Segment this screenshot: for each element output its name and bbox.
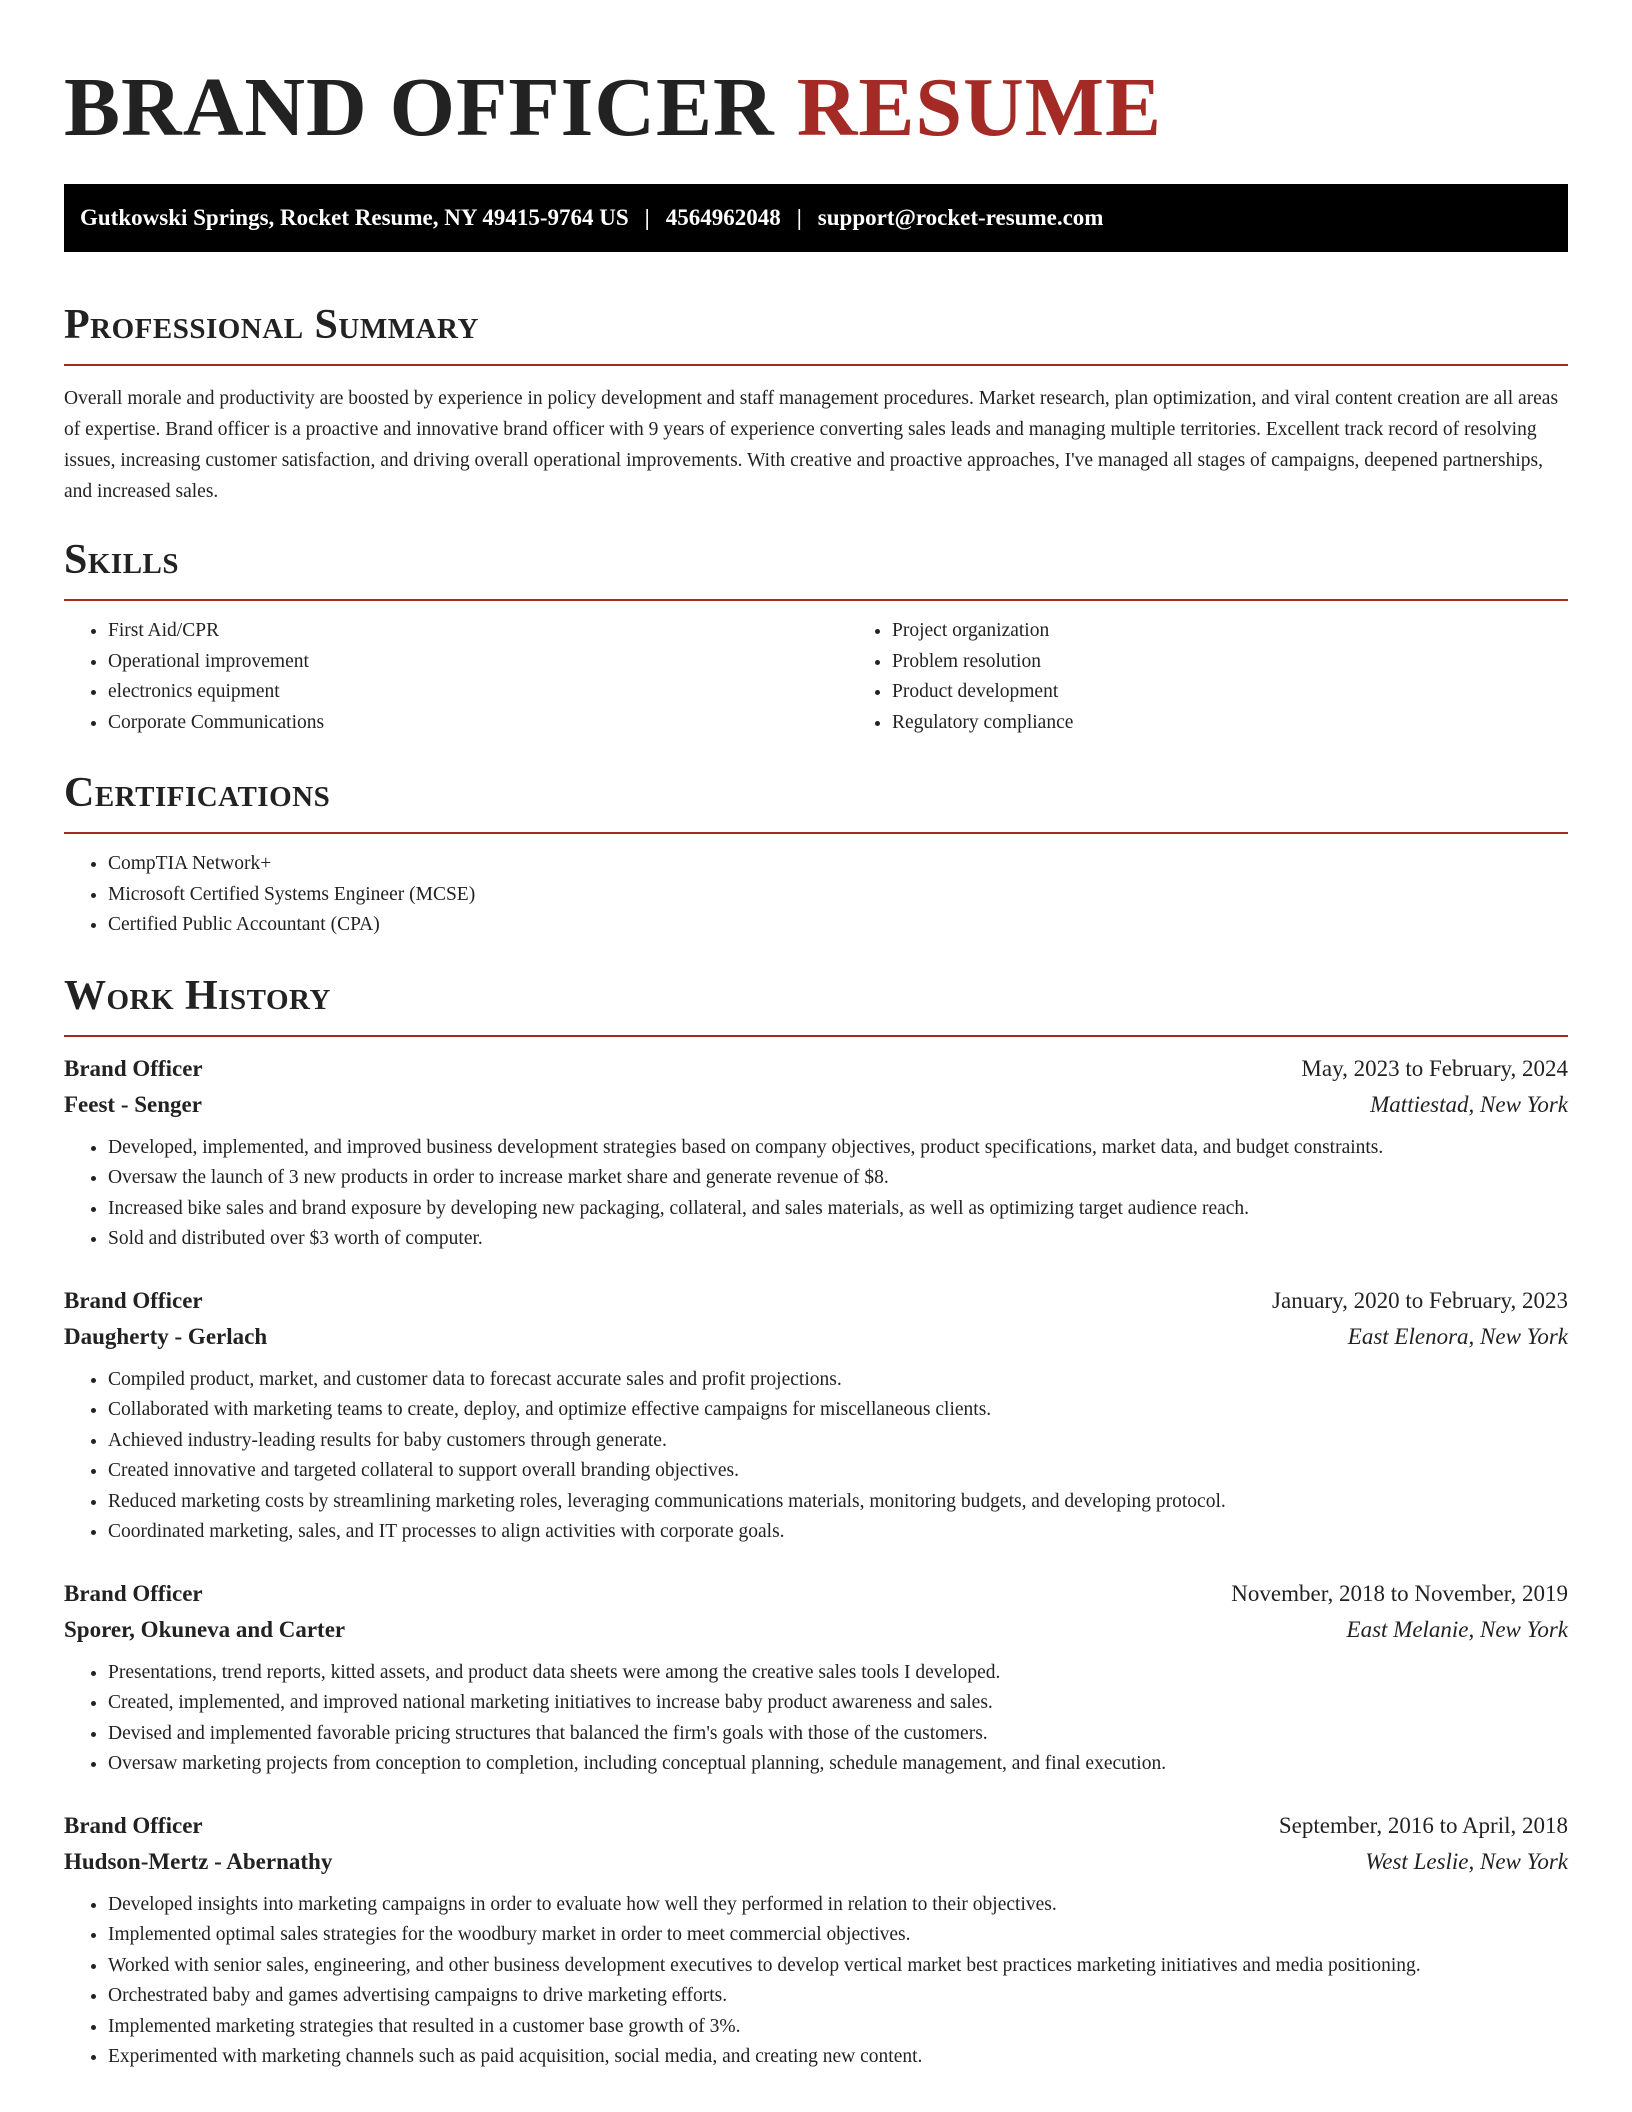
section-heading: Certifications — [64, 770, 331, 816]
job-bullet: • Developed, implemented, and improved business development strategies based on company objectives, product specifications, market data, and budget constraints. — [108, 1133, 1568, 1164]
job-bullet: • Reduced marketing costs by streamlining marketing roles, leveraging communications materials, monitoring budgets, and developing protocol. — [108, 1487, 1568, 1518]
job-bullet: • Collaborated with marketing teams to create, deploy, and optimize effective campaigns for miscellaneous clients. — [108, 1395, 1568, 1426]
job-bullet: • Implemented optimal sales strategies for the woodbury market in order to meet commercial objectives. — [108, 1920, 1568, 1951]
job-bullet: • Sold and distributed over $3 worth of computer. — [108, 1224, 1568, 1255]
job-bullet: • Created innovative and targeted collateral to support overall branding objectives. — [108, 1456, 1568, 1487]
job-bullet: • Presentations, trend reports, kitted assets, and product data sheets were among the creative sales tools I developed. — [108, 1658, 1568, 1689]
skill-item: • Operational improvement — [108, 647, 848, 678]
skills-section — [64, 539, 1568, 738]
title-accent: RESUME — [796, 61, 1163, 154]
job-bullet: • Oversaw the launch of 3 new products in order to increase market share and generate revenue of $8. — [108, 1163, 1568, 1194]
contact-separator: | — [796, 205, 802, 230]
job-dates: January, 2020 to February, 2023 — [1272, 1287, 1568, 1313]
contact-bar — [64, 184, 1568, 252]
skill-item: • Product development — [892, 677, 1632, 708]
job-bullet: • Compiled product, market, and customer data to forecast accurate sales and profit projections. — [108, 1365, 1568, 1396]
skill-item: • electronics equipment — [108, 677, 848, 708]
section-divider — [64, 832, 1568, 834]
job-bullet: • Coordinated marketing, sales, and IT processes to align activities with corporate goals. — [108, 1517, 1568, 1548]
job-bullet: • Created, implemented, and improved national marketing initiatives to increase baby product awareness and sales. — [108, 1688, 1568, 1719]
job-location: East Melanie, New York — [1346, 1616, 1568, 1642]
contact-email: support@rocket-resume.com — [817, 205, 1104, 230]
job-bullets — [64, 1365, 1568, 1548]
summary-section — [64, 304, 1568, 507]
section-heading: Professional Summary — [64, 302, 479, 348]
job-location: West Leslie, New York — [1365, 1848, 1568, 1874]
job-bullet: • Developed insights into marketing campaigns in order to evaluate how well they performed in relation to their objectives. — [108, 1890, 1568, 1921]
skill-item: • Project organization — [892, 616, 1632, 647]
job-company-row — [64, 1087, 1568, 1123]
skill-item: • Regulatory compliance — [892, 708, 1632, 739]
title-main: BRAND OFFICER — [64, 61, 775, 154]
job-header-row — [64, 1051, 1568, 1087]
job-company-row — [64, 1319, 1568, 1355]
job-bullet: • Devised and implemented favorable pricing structures that balanced the firm's goals with those of the customers. — [108, 1719, 1568, 1750]
job-bullets — [64, 1658, 1568, 1780]
section-heading: Skills — [64, 537, 180, 583]
section-divider — [64, 599, 1568, 601]
job-company-row — [64, 1844, 1568, 1880]
skill-item: • Problem resolution — [892, 647, 1632, 678]
job-header-row — [64, 1808, 1568, 1844]
summary-text: Overall morale and productivity are boosted by experience in policy development and staff management procedures. Market research, plan optimization, and viral content creation are all areas of expertise. Brand officer is a proactive and innovative brand officer with 9 years of experience converting sales leads and managing multiple territories. Excellent track record of resolving issues, increasing customer satisfaction, and driving overall operational improvements. With creative and proactive approaches, I've managed all stages of campaigns, deepened partnerships, and increased sales. — [64, 388, 1559, 502]
job-bullet: • Worked with senior sales, engineering, and other business development executives to develop vertical market best practices marketing initiatives and media positioning. — [108, 1951, 1568, 1982]
job-bullet: • Oversaw marketing projects from conception to completion, including conceptual planning, schedule management, and final execution. — [108, 1749, 1568, 1780]
job-entry — [64, 1051, 1568, 1255]
job-bullets — [64, 1133, 1568, 1255]
contact-address: Gutkowski Springs, Rocket Resume, NY 49415-9764 US — [80, 205, 629, 230]
work-history-section — [64, 972, 1568, 2073]
job-company-row — [64, 1612, 1568, 1648]
job-bullet: • Achieved industry-leading results for baby customers through generate. — [108, 1426, 1568, 1457]
job-company: Hudson-Mertz - Abernathy — [64, 1848, 333, 1874]
job-bullet: • Experimented with marketing channels such as paid acquisition, social media, and creating new content. — [108, 2042, 1568, 2073]
skill-item: • Corporate Communications — [108, 708, 848, 739]
resume-title — [64, 61, 1568, 154]
section-divider — [64, 364, 1568, 366]
job-bullet: • Increased bike sales and brand exposure by developing new packaging, collateral, and sales materials, as well as optimizing target audience reach. — [108, 1194, 1568, 1225]
job-location: East Elenora, New York — [1347, 1323, 1568, 1349]
certifications-list — [64, 849, 1568, 941]
section-divider — [64, 1035, 1568, 1037]
skills-list-right — [848, 616, 1632, 738]
job-company: Sporer, Okuneva and Carter — [64, 1616, 346, 1642]
job-bullets — [64, 1890, 1568, 2073]
job-company: Feest - Senger — [64, 1091, 202, 1117]
job-dates: September, 2016 to April, 2018 — [1278, 1812, 1568, 1838]
job-bullet: • Orchestrated baby and games advertising campaigns to drive marketing efforts. — [108, 1981, 1568, 2012]
skills-list-left — [64, 616, 848, 738]
job-bullet: • Implemented marketing strategies that resulted in a customer base growth of 3%. — [108, 2012, 1568, 2043]
job-header-row — [64, 1283, 1568, 1319]
contact-separator: | — [644, 205, 650, 230]
certification-item: • CompTIA Network+ — [108, 849, 1568, 880]
certification-item: • Certified Public Accountant (CPA) — [108, 910, 1568, 941]
skill-item: • First Aid/CPR — [108, 616, 848, 647]
job-header-row — [64, 1576, 1568, 1612]
contact-phone: 4564962048 — [665, 205, 781, 230]
certifications-section — [64, 772, 1568, 941]
section-heading: Work History — [64, 972, 331, 1019]
job-entry — [64, 1283, 1568, 1548]
certification-item: • Microsoft Certified Systems Engineer (MCSE) — [108, 880, 1568, 911]
job-dates: November, 2018 to November, 2019 — [1231, 1580, 1568, 1606]
job-company: Daugherty - Gerlach — [64, 1323, 268, 1349]
job-title: Brand Officer — [64, 1287, 203, 1313]
job-dates: May, 2023 to February, 2024 — [1301, 1055, 1568, 1081]
job-entry — [64, 1808, 1568, 2073]
job-title: Brand Officer — [64, 1580, 203, 1606]
job-title: Brand Officer — [64, 1812, 203, 1838]
job-location: Mattiestad, New York — [1370, 1091, 1568, 1117]
job-title: Brand Officer — [64, 1055, 203, 1081]
job-entry — [64, 1576, 1568, 1780]
skills-grid — [64, 616, 1568, 738]
